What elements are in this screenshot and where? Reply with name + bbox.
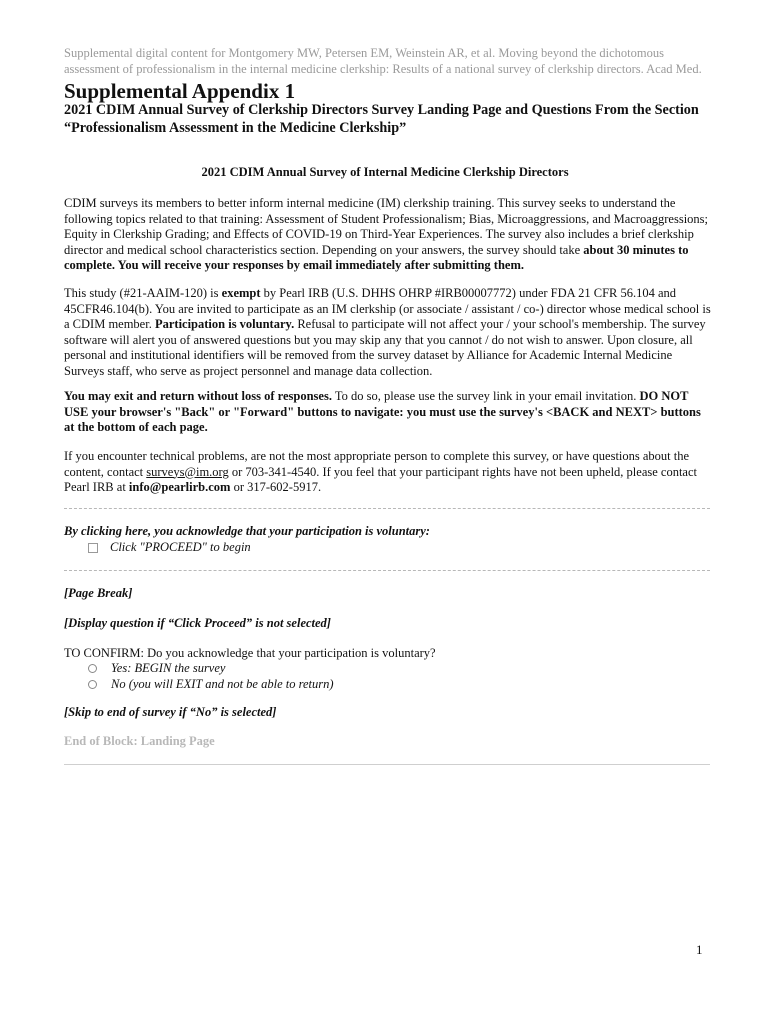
citation-header: Supplemental digital content for Montgomery MW, Petersen EM, Weinstein AR, et al. Moving beyond the dichotomous assessment of professionalism in the internal medicine clerkship: Results of a national survey of clerkship directors. Acad Med.	[64, 46, 702, 76]
confirm-question: TO CONFIRM: Do you acknowledge that your participation is voluntary?	[64, 646, 436, 660]
intro-text: CDIM surveys its members to better inform internal medicine (IM) clerkship training. This survey seeks to understand the following topics related to that training: Assessment of Student Professionalism; Bias, Microaggressions, and Macroaggressions; Equity in Clerkship Grading; and Effects of COVID-19 on Third-Year Experiences. The survey also includes a brief clerkship director and medical school characteristics section. Depending on your answers, the survey should take	[64, 196, 709, 257]
radio-icon[interactable]	[88, 664, 97, 673]
intro-bold: about 30 minutes to complete. You will receive your responses by email immediately after submitting them.	[64, 242, 689, 273]
study-voluntary: Participation is voluntary.	[154, 317, 295, 332]
contact-text-2: or 703-341-4540. If you feel that your participant rights have not been upheld, please contact Pearl IRB at	[64, 464, 697, 495]
consent-option-label: Click "PROCEED" to begin	[110, 540, 251, 554]
study-exempt: exempt	[221, 286, 261, 300]
contact-paragraph	[64, 449, 714, 496]
study-paragraph	[64, 286, 714, 380]
consent-option[interactable]	[88, 540, 251, 555]
consent-question: By clicking here, you acknowledge that your participation is voluntary:	[64, 524, 430, 538]
page-subtitle: 2021 CDIM Annual Survey of Clerkship Directors Survey Landing Page and Questions From the Section “Professionalism Assessment in the Medicine Clerkship”	[64, 102, 699, 136]
exit-bold-1: You may exit and return without loss of responses.	[64, 389, 332, 403]
survey-email-link[interactable]: surveys@im.org	[146, 464, 229, 479]
page-break-label: [Page Break]	[64, 586, 133, 600]
page-number: 1	[696, 942, 703, 957]
display-logic-label: [Display question if “Click Proceed” is not selected]	[64, 616, 331, 630]
block-end-divider	[64, 764, 710, 765]
study-text-3: Refusal to participate will not affect your / your school's membership. The survey software will alert you of answered questions but you may skip any that you cannot / do not wish to answer. Upon closure, all personal and institutional identifiers will be removed from the survey dataset by Alliance for Academic Internal Medicine Surveys staff, who serve as project personnel and manage data collection.	[64, 317, 706, 378]
page-title: Supplemental Appendix 1	[64, 79, 296, 103]
intro-paragraph	[64, 196, 714, 274]
exit-text: To do so, please use the survey link in your email invitation.	[331, 389, 640, 403]
contact-text-1: If you encounter technical problems, are not the most appropriate person to complete this survey, or have questions about the content, contact	[64, 449, 690, 479]
exit-bold-2: DO NOT USE your browser's "Back" or "Forward" buttons to navigate: you must use the survey's <BACK and NEXT> buttons at the bottom of each page.	[64, 389, 701, 435]
study-text-2: by Pearl IRB (U.S. DHHS OHRP #IRB00007772) under FDA 21 CFR 56.104 and 45CFR46.104(b). You are invited to participate as an IM clerkship (or associate / assistant / co-) director whose medical school is a CDIM member.	[64, 286, 711, 332]
skip-logic-label: [Skip to end of survey if “No” is selected]	[64, 705, 277, 719]
confirm-option-yes[interactable]	[88, 661, 225, 676]
exit-paragraph	[64, 389, 714, 436]
survey-title: 2021 CDIM Annual Survey of Internal Medicine Clerkship Directors	[201, 165, 569, 179]
checkbox-icon[interactable]	[88, 543, 98, 553]
study-text-1: This study (#21-AAIM-120) is	[64, 286, 222, 300]
divider	[64, 508, 710, 509]
end-of-block-label: End of Block: Landing Page	[64, 734, 215, 748]
irb-email: info@pearlirb.com	[128, 480, 231, 495]
radio-icon[interactable]	[88, 680, 97, 689]
confirm-option-label: Yes: BEGIN the survey	[111, 661, 226, 675]
confirm-option-label: No (you will EXIT and not be able to return)	[111, 677, 334, 691]
confirm-option-no[interactable]	[88, 677, 334, 692]
divider	[64, 570, 710, 571]
contact-text-3: or 317-602-5917.	[230, 480, 322, 495]
